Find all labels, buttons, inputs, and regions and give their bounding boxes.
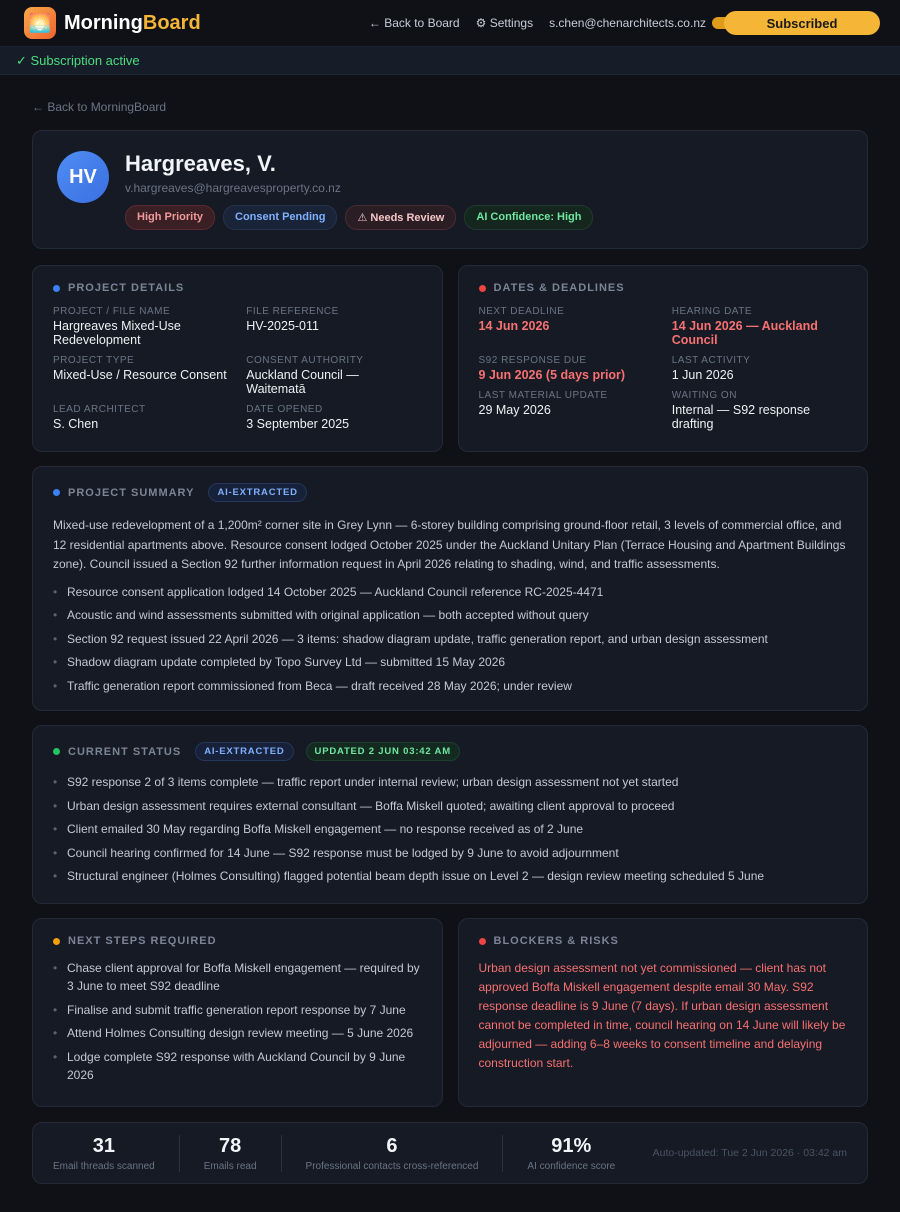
field-value: 29 May 2026	[478, 403, 551, 417]
field-label: CONSENT AUTHORITY	[246, 355, 364, 366]
brand-logo[interactable]	[64, 12, 201, 35]
section-title: CURRENT STATUS	[68, 745, 182, 758]
stat-value: 6	[386, 1134, 398, 1157]
list-item: • Council hearing confirmed for 14 June — S92 response must be lodged by 9 June to avoid adjournment	[53, 844, 847, 862]
stat-value: 78	[219, 1134, 242, 1157]
field-label: FILE REFERENCE	[246, 306, 339, 317]
list-item: • Section 92 request issued 22 April 2026 — 3 items: shadow diagram update, traffic generation report, and urban design assessment	[53, 630, 847, 648]
stat-contacts	[282, 1135, 504, 1172]
updated-timestamp-tag: UPDATED 2 JUN 03:42 AM	[306, 742, 460, 761]
field-value: 1 Jun 2026	[671, 368, 734, 382]
blocker-description: Urban design assessment not yet commissioned — client has not approved Boffa Miskell engagement despite email 30 May. S92 response deadline is 9 June (7 days). If urban design assessment cannot be completed in time, council hearing on 14 June will likely be adjourned — adding 6–8 weeks to consent timeline and delaying construction start.	[478, 961, 846, 1070]
field-value: 14 Jun 2026 — Auckland Council	[671, 319, 818, 347]
field-value: Hargreaves Mixed-Use Redevelopment	[53, 319, 181, 347]
summary-paragraph: Mixed-use redevelopment of a 1,200m² corner site in Grey Lynn — 6-storey building comprising ground-floor retail, 3 levels of commercial office, and 12 residential apartments above. Resource consent lodged October 2025 under the Auckland Unitary Plan (Terrace Housing and Apartment Buildings zone). Council issued a Section 92 further information request in April 2026 relating to shading, wind, and traffic assessments.	[53, 518, 846, 571]
section-title: PROJECT SUMMARY	[68, 486, 195, 499]
blockers-risks-card	[458, 918, 869, 1107]
list-item: • Client emailed 30 May regarding Boffa Miskell engagement — no response received as of 2 June	[53, 820, 847, 838]
settings-label: Settings	[489, 16, 534, 30]
field-label: LAST ACTIVITY	[671, 355, 751, 366]
status-bullets	[53, 773, 847, 885]
list-item: • Lodge complete S92 response with Auckland Council by 9 June 2026	[53, 1048, 422, 1084]
client-name: Hargreaves, V.	[125, 151, 276, 176]
subscription-status-banner: ✓ Subscription active	[0, 47, 900, 75]
high-priority-badge: High Priority	[125, 205, 215, 230]
stat-value: 31	[92, 1134, 115, 1157]
stat-label: Professional contacts cross-referenced	[305, 1160, 479, 1172]
list-item: • Shadow diagram update completed by Topo Survey Ltd — submitted 15 May 2026	[53, 653, 847, 671]
field-label: WAITING ON	[671, 390, 737, 401]
list-item: • Urban design assessment requires external consultant — Boffa Miskell quoted; awaiting client approval to proceed	[53, 797, 847, 815]
stat-ai-confidence	[503, 1135, 639, 1172]
next-steps-bullets	[53, 959, 422, 1084]
section-title: DATES & DEADLINES	[493, 282, 625, 294]
list-item: • S92 response 2 of 3 items complete — traffic report under internal review; urban design assessment not yet started	[53, 773, 847, 791]
stat-email-threads	[53, 1135, 180, 1172]
back-to-board-link[interactable]: ← Back to Board	[368, 16, 460, 30]
list-item: • Attend Holmes Consulting design review meeting — 5 June 2026	[53, 1024, 422, 1042]
field-value: Auckland Council — Waitematā	[246, 368, 359, 396]
list-item: • Structural engineer (Holmes Consulting) flagged potential beam depth issue on Level 2 — design review meeting scheduled 5 June	[53, 867, 847, 885]
field-label: NEXT DEADLINE	[478, 306, 565, 317]
stat-label: Email threads scanned	[53, 1160, 155, 1172]
field-value: Internal — S92 response drafting	[671, 403, 811, 431]
blue-dot-icon	[53, 489, 60, 496]
field-value: 9 Jun 2026 (5 days prior)	[478, 368, 626, 382]
field-value: S. Chen	[53, 417, 99, 431]
section-title: PROJECT DETAILS	[68, 282, 185, 294]
red-dot-icon	[479, 938, 486, 945]
stat-label: Emails read	[203, 1160, 257, 1172]
stat-emails-read	[180, 1135, 282, 1172]
settings-link[interactable]	[476, 16, 533, 30]
gear-icon: ⚙	[475, 16, 487, 30]
field-label: LEAD ARCHITECT	[53, 404, 146, 415]
field-value: 14 Jun 2026	[478, 319, 550, 333]
dates-deadlines-card	[458, 265, 869, 452]
stat-value: 91%	[551, 1134, 592, 1157]
field-label: PROJECT TYPE	[53, 355, 135, 366]
current-status-card	[32, 725, 868, 904]
blue-dot-icon	[53, 285, 60, 292]
list-item: • Resource consent application lodged 14 October 2025 — Auckland Council reference RC-2025-4471	[53, 583, 847, 601]
subscribed-button[interactable]: Subscribed	[724, 11, 880, 35]
stat-label: AI confidence score	[527, 1160, 616, 1172]
ai-confidence-badge: AI Confidence: High	[464, 205, 593, 230]
field-label: PROJECT / FILE NAME	[53, 306, 171, 317]
sunrise-logo-icon: 🌅	[24, 7, 56, 39]
needs-review-badge: ⚠ Needs Review	[345, 205, 456, 230]
field-value: HV-2025-011	[246, 319, 319, 333]
project-summary-card	[32, 466, 868, 711]
field-value: 3 September 2025	[246, 417, 350, 431]
stats-bar	[32, 1122, 868, 1184]
list-item: • Chase client approval for Boffa Miskell engagement — required by 3 June to meet S92 deadline	[53, 959, 422, 995]
green-dot-icon	[53, 748, 60, 755]
brand-accent: Board	[142, 11, 201, 34]
next-steps-card	[32, 918, 443, 1107]
brand-primary: Morning	[64, 11, 143, 34]
section-title: NEXT STEPS REQUIRED	[68, 935, 217, 947]
avatar: HV	[57, 151, 109, 203]
summary-bullets	[53, 583, 847, 695]
badge-row	[125, 205, 593, 230]
field-value: Mixed-Use / Resource Consent	[53, 368, 227, 382]
user-email: s.chen@chenarchitects.co.nz	[549, 16, 706, 30]
field-label: DATE OPENED	[246, 404, 323, 415]
top-nav	[369, 11, 880, 35]
auto-updated-timestamp: Auto-updated: Tue 2 Jun 2026 · 03:42 am	[652, 1147, 847, 1159]
field-label: HEARING DATE	[671, 306, 753, 317]
top-bar	[0, 0, 900, 47]
list-item: • Traffic generation report commissioned from Beca — draft received 28 May 2026; under review	[53, 677, 847, 695]
ai-extracted-tag: AI-EXTRACTED	[208, 483, 306, 502]
field-label: LAST MATERIAL UPDATE	[478, 390, 608, 401]
consent-pending-badge: Consent Pending	[223, 205, 337, 230]
orange-dot-icon	[53, 938, 60, 945]
field-label: S92 RESPONSE DUE	[478, 355, 587, 366]
red-dot-icon	[479, 285, 486, 292]
project-details-card	[32, 265, 443, 452]
client-profile-card	[32, 130, 868, 249]
section-title: BLOCKERS & RISKS	[493, 935, 619, 947]
ai-extracted-tag: AI-EXTRACTED	[195, 742, 293, 761]
back-to-morningboard-link[interactable]: ← Back to MorningBoard	[32, 100, 167, 114]
client-email[interactable]: v.hargreaves@hargreavesproperty.co.nz	[125, 181, 341, 195]
list-item: • Acoustic and wind assessments submitted with original application — both accepted without query	[53, 606, 847, 624]
list-item: • Finalise and submit traffic generation report response by 7 June	[53, 1001, 422, 1019]
